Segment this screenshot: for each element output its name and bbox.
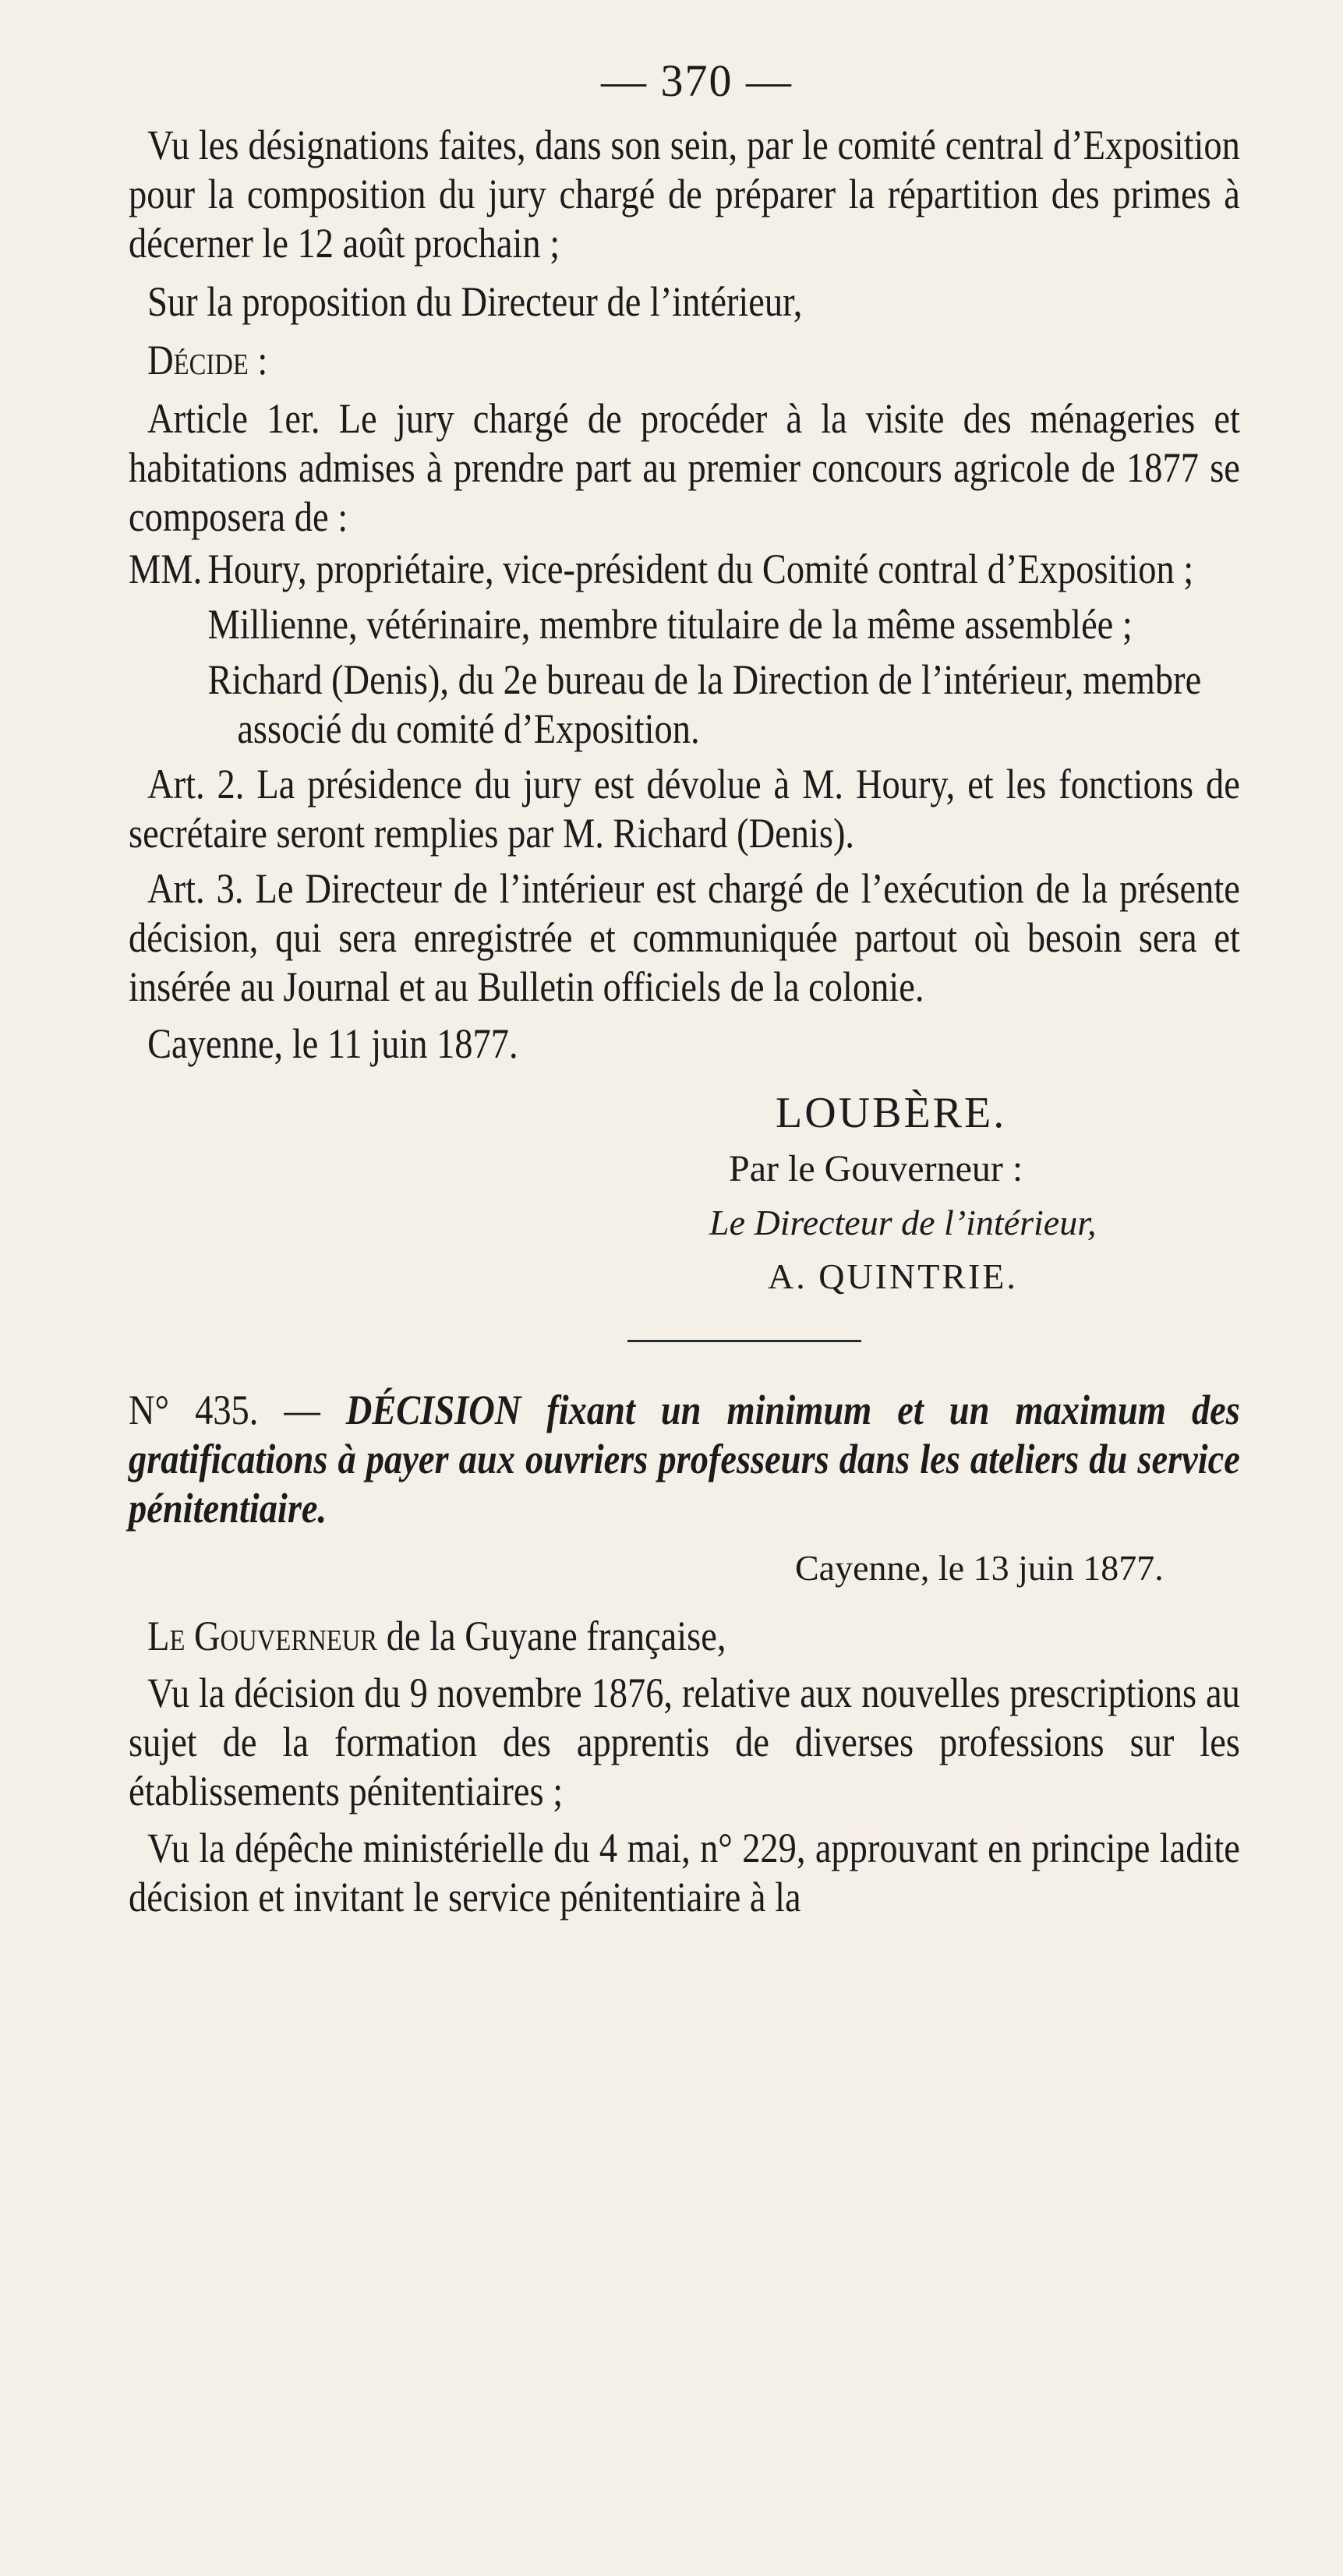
section-divider bbox=[627, 1340, 861, 1342]
governor-title: Le Gouverneur bbox=[147, 1613, 378, 1659]
signature-role: Le Directeur de l’intérieur, bbox=[709, 1203, 1097, 1242]
signature-block bbox=[129, 1089, 1242, 1301]
article-1: Article 1er. Le jury chargé de procéder à la visite des ménageries et habitations admises à prendre part au premier concours agricole de 1877 se composera de : bbox=[129, 395, 1240, 540]
signature-name-2: A. QUINTRIE. bbox=[768, 1256, 1018, 1296]
governor-line bbox=[129, 1612, 1240, 1661]
signature-by: Par le Gouverneur : bbox=[729, 1148, 1023, 1189]
paragraph-vu-designations: Vu les désignations faites, dans son sein, par le comité central d’Exposition pour la composition du jury chargé de préparer la répartition des primes à décerner le 12 août prochain ; bbox=[129, 122, 1240, 267]
decision-title: DÉCISION fixant un minimum et un maximum des gratifications à payer aux ouvriers professeurs dans les ateliers du service pénitentiaire. bbox=[129, 1387, 1240, 1532]
paragraph-vu-depeche: Vu la dépêche ministérielle du 4 mai, n° 229, approuvant en principe ladite décision et invitant le service pénitentiaire à la bbox=[129, 1825, 1240, 1921]
decision-dateline: Cayenne, le 13 juin 1877. bbox=[795, 1548, 1164, 1588]
member-entry: Richard (Denis), du 2e bureau de la Direction de l’intérieur, membre associé du comité d’Exposition. bbox=[207, 656, 1202, 752]
page-number: — 370 — bbox=[601, 55, 793, 106]
paragraph-vu-decision: Vu la décision du 9 novembre 1876, relative aux nouvelles prescriptions au sujet de la formation des apprentis de diverses professions sur les établissements pénitentiaires ; bbox=[129, 1670, 1240, 1815]
article-3: Art. 3. Le Directeur de l’intérieur est chargé de l’exécution de la présente décision, qui sera enregistrée et communiquée partout où besoin sera et insérée au Journal et au Bulletin officiels de la colonie. bbox=[129, 865, 1240, 1010]
member-entry: Millienne, vétérinaire, membre titulaire de la même assemblée ; bbox=[207, 601, 1133, 648]
member-entry: Houry, propriétaire, vice-président du Comité contral d’Exposition ; bbox=[207, 546, 1194, 592]
decision-heading bbox=[129, 1386, 1240, 1533]
mm-label: MM. bbox=[129, 546, 203, 592]
decision-number: N° 435. — bbox=[129, 1387, 320, 1433]
mm-prefix bbox=[129, 545, 207, 754]
place-date: Cayenne, le 11 juin 1877. bbox=[147, 1020, 518, 1067]
decide-heading: Décide : bbox=[147, 337, 268, 383]
signature-name: LOUBÈRE. bbox=[776, 1089, 1007, 1137]
article-2: Art. 2. La présidence du jury est dévolue à M. Houry, et les fonctions de secrétaire seront remplies par M. Richard (Denis). bbox=[129, 761, 1240, 857]
jury-members bbox=[129, 545, 1240, 754]
member-list bbox=[207, 545, 1239, 754]
paragraph-proposition: Sur la proposition du Directeur de l’intérieur, bbox=[147, 278, 803, 325]
governor-rest: de la Guyane française, bbox=[377, 1613, 726, 1659]
